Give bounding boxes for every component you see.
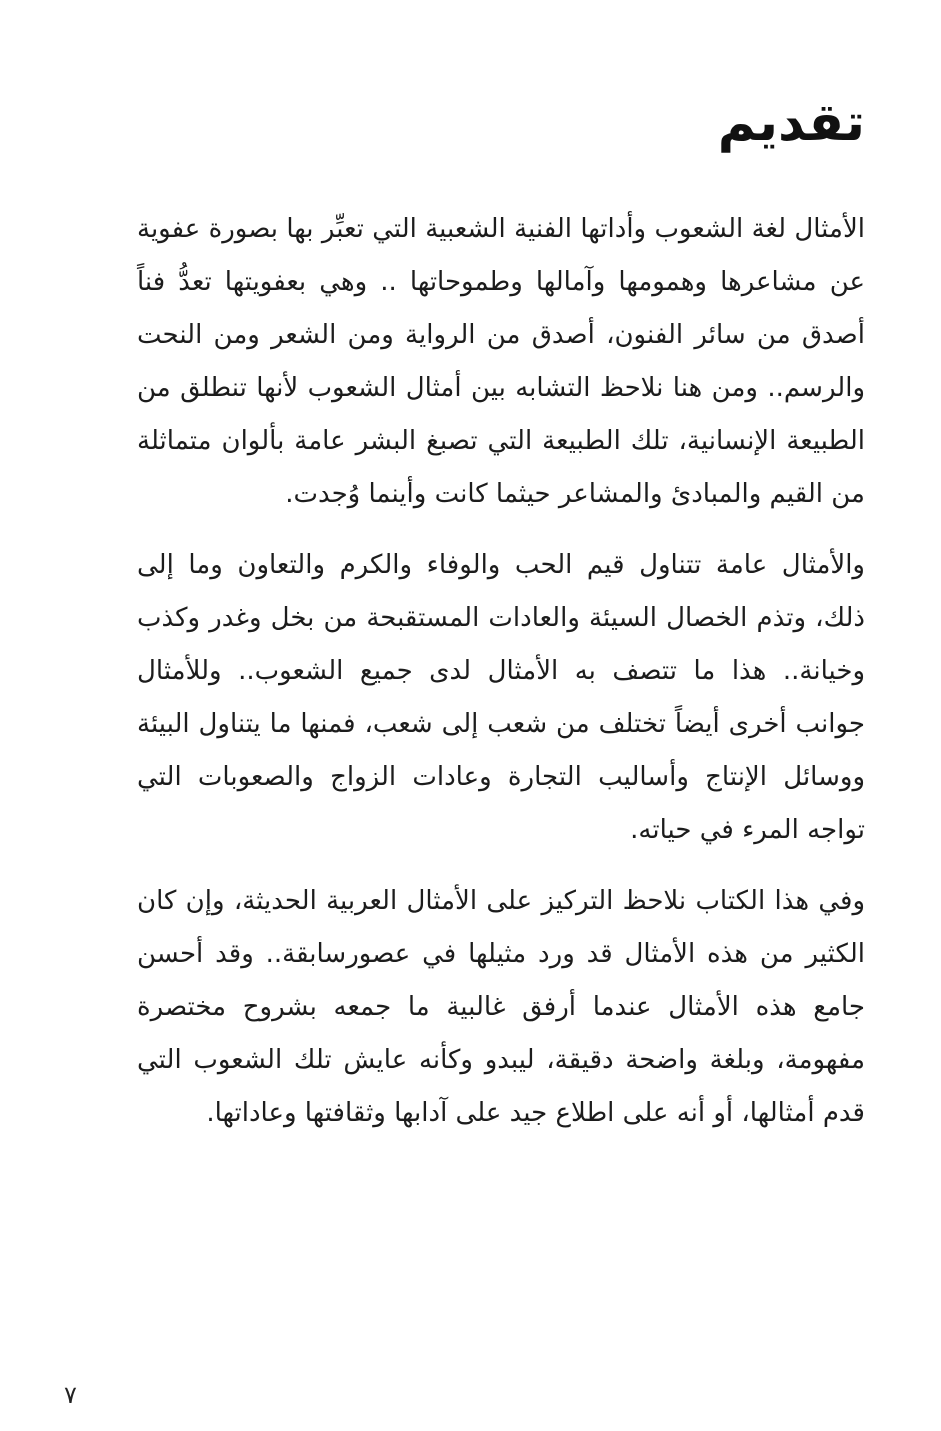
page-number: ٧ — [64, 1381, 77, 1409]
paragraph-1: الأمثال لغة الشعوب وأداتها الفنية الشعبية التي تعبِّر بها بصورة عفوية عن مشاعرها وهمومها وآمالها وطموحاتها .. وهي بعفويتها تعدُّ فناً أصدق من سائر الفنون، أصدق من الرواية ومن الشعر ومن النحت والرسم.. ومن هنا نلاحظ التشابه بين أمثال الشعوب لأنها تنطلق من الطبيعة الإنسانية، تلك الطبيعة التي تصبغ البشر عامة بألوان متماثلة من القيم والمبادئ والمشاعر حيثما كانت وأينما وُجدت. — [137, 214, 865, 509]
paragraph-3: وفي هذا الكتاب نلاحظ التركيز على الأمثال العربية الحديثة، وإن كان الكثير من هذه الأمثال قد ورد مثيلها في عصورسابقة.. وقد أحسن جامع هذه الأمثال عندما أرفق غالبية ما جمعه بشروح مختصرة مفهومة، وبلغة واضحة دقيقة، ليبدو وكأنه عايش تلك الشعوب التي قدم أمثالها، أو أنه على اطلاع جيد على آدابها وثقافتها وعاداتها. — [137, 886, 865, 1128]
body-text — [137, 203, 865, 1140]
page-title: تقديم — [717, 93, 865, 153]
paragraph-2: والأمثال عامة تتناول قيم الحب والوفاء والكرم والتعاون وما إلى ذلك، وتذم الخصال السيئة والعادات المستقبحة من بخل وغدر وكذب وخيانة.. هذا ما تتصف به الأمثال لدى جميع الشعوب.. وللأمثال جوانب أخرى أيضاً تختلف من شعب إلى شعب، فمنها ما يتناول البيئة ووسائل الإنتاج وأساليب التجارة وعادات الزواج والصعوبات التي تواجه المرء في حياته. — [137, 550, 865, 845]
